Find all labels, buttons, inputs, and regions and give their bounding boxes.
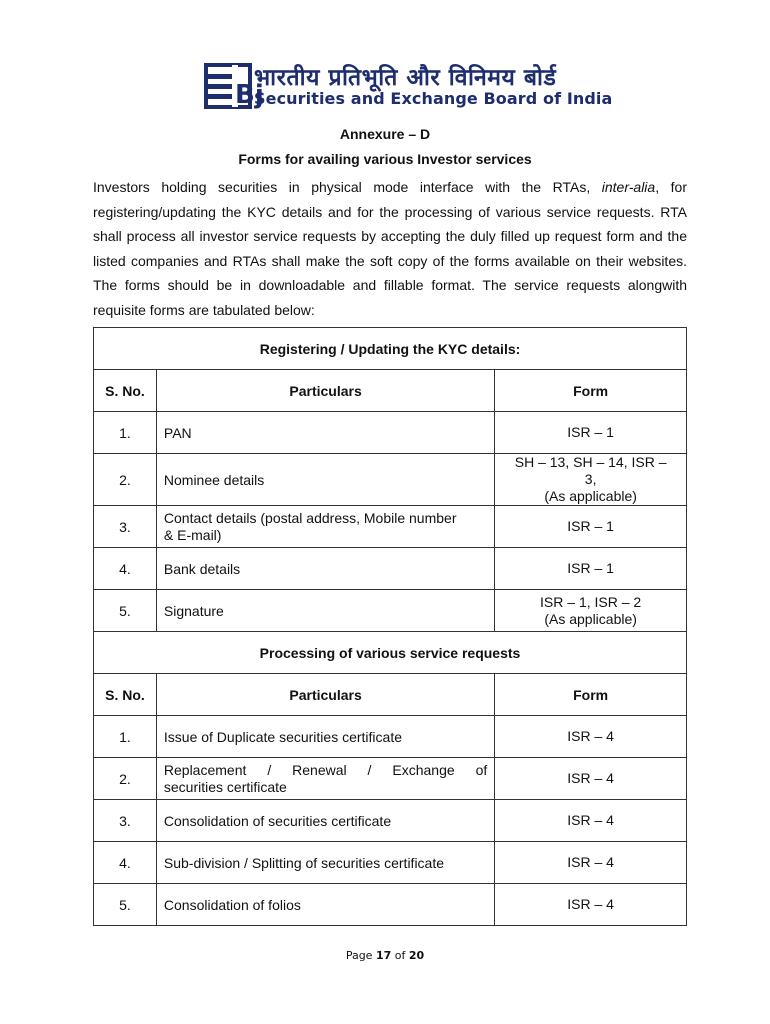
cell-particulars: Bank details xyxy=(156,548,494,590)
kyc-section-row xyxy=(94,328,687,370)
cell-form: ISR – 1 xyxy=(495,412,687,454)
cell-particulars: Nominee details xyxy=(156,454,494,506)
cell-form: ISR – 4 xyxy=(495,842,687,884)
col-header-sno: S. No. xyxy=(94,674,157,716)
cell-particulars xyxy=(156,758,494,800)
svg-text:Bj: Bj xyxy=(235,80,264,110)
cell-particulars: Consolidation of folios xyxy=(156,884,494,926)
cell-sno: 5. xyxy=(94,884,157,926)
form-line: (As applicable) xyxy=(544,610,637,627)
kyc-header-row xyxy=(94,370,687,412)
col-header-sno: S. No. xyxy=(94,370,157,412)
cell-sno: 2. xyxy=(94,758,157,800)
processing-header-row xyxy=(94,674,687,716)
page-current: 17 xyxy=(375,949,392,962)
annexure-label: Annexure – D xyxy=(339,126,431,142)
cell-sno: 1. xyxy=(94,716,157,758)
cell-form: ISR – 4 xyxy=(495,884,687,926)
cell-form xyxy=(495,590,687,632)
cell-form: ISR – 4 xyxy=(495,716,687,758)
particulars-line: & E-mail) xyxy=(163,526,222,543)
intro-text-2: , for registering/updating the KYC details and for the processing of various service requests. RTA shall process all investor service requests by accepting the duly filled up request form and the listed companies and RTAs shall make the soft copy of the forms available on their websites. The forms should be in downloadable and fillable format. The service requests alongwith requisite forms are tabulated below: xyxy=(93,179,687,318)
processing-section-heading: Processing of various service requests xyxy=(94,632,687,674)
form-line: ISR – 1, ISR – 2 xyxy=(540,593,642,610)
service-forms-table xyxy=(93,327,687,926)
cell-particulars: Issue of Duplicate securities certificate xyxy=(156,716,494,758)
cell-particulars: PAN xyxy=(156,412,494,454)
cell-sno: 2. xyxy=(94,454,157,506)
intro-text-1: Investors holding securities in physical mode interface with the RTAs, xyxy=(93,179,602,195)
particulars-line: Contact details (postal address, Mobile number xyxy=(163,509,457,526)
intro-italic-term: inter-alia xyxy=(601,179,656,195)
cell-sno: 3. xyxy=(94,506,157,548)
table-row xyxy=(94,506,687,548)
cell-sno: 4. xyxy=(94,548,157,590)
logo-english-text: Securities and Exchange Board of India xyxy=(254,89,613,108)
kyc-section-heading: Registering / Updating the KYC details: xyxy=(94,328,687,370)
cell-particulars xyxy=(156,506,494,548)
form-line: 3, xyxy=(584,471,597,487)
table-row xyxy=(94,884,687,926)
cell-particulars: Sub-division / Splitting of securities certificate xyxy=(156,842,494,884)
cell-sno: 4. xyxy=(94,842,157,884)
of-label: of xyxy=(394,949,406,962)
cell-form xyxy=(495,454,687,506)
processing-section-row xyxy=(94,632,687,674)
cell-sno: 5. xyxy=(94,590,157,632)
form-line: SH – 13, SH – 14, ISR – xyxy=(514,454,667,470)
page-number xyxy=(0,949,770,962)
cell-particulars: Signature xyxy=(156,590,494,632)
col-header-form: Form xyxy=(495,674,687,716)
cell-sno: 3. xyxy=(94,800,157,842)
table-row xyxy=(94,412,687,454)
intro-paragraph xyxy=(93,175,687,323)
col-header-particulars: Particulars xyxy=(156,674,494,716)
table-row xyxy=(94,800,687,842)
page-total: 20 xyxy=(408,949,425,962)
cell-particulars: Consolidation of securities certificate xyxy=(156,800,494,842)
cell-form: ISR – 1 xyxy=(495,548,687,590)
table-row xyxy=(94,590,687,632)
document-title: Forms for availing various Investor services xyxy=(238,151,532,167)
sebi-emblem-icon xyxy=(204,63,264,110)
table-row xyxy=(94,758,687,800)
table-row xyxy=(94,842,687,884)
cell-sno: 1. xyxy=(94,412,157,454)
table-row xyxy=(94,716,687,758)
col-header-particulars: Particulars xyxy=(156,370,494,412)
form-line: (As applicable) xyxy=(544,488,637,504)
particulars-line: Replacement / Renewal / Exchange of xyxy=(163,761,488,778)
cell-form: ISR – 4 xyxy=(495,758,687,800)
table-row xyxy=(94,454,687,506)
particulars-line: securities certificate xyxy=(163,778,287,795)
cell-form: ISR – 1 xyxy=(495,506,687,548)
cell-form: ISR – 4 xyxy=(495,800,687,842)
sebi-logo xyxy=(204,60,613,112)
page-label: Page xyxy=(345,949,373,962)
logo-hindi-text: भारतीय प्रतिभूति और विनिमय बोर्ड xyxy=(254,65,557,91)
table-row xyxy=(94,548,687,590)
col-header-form: Form xyxy=(495,370,687,412)
